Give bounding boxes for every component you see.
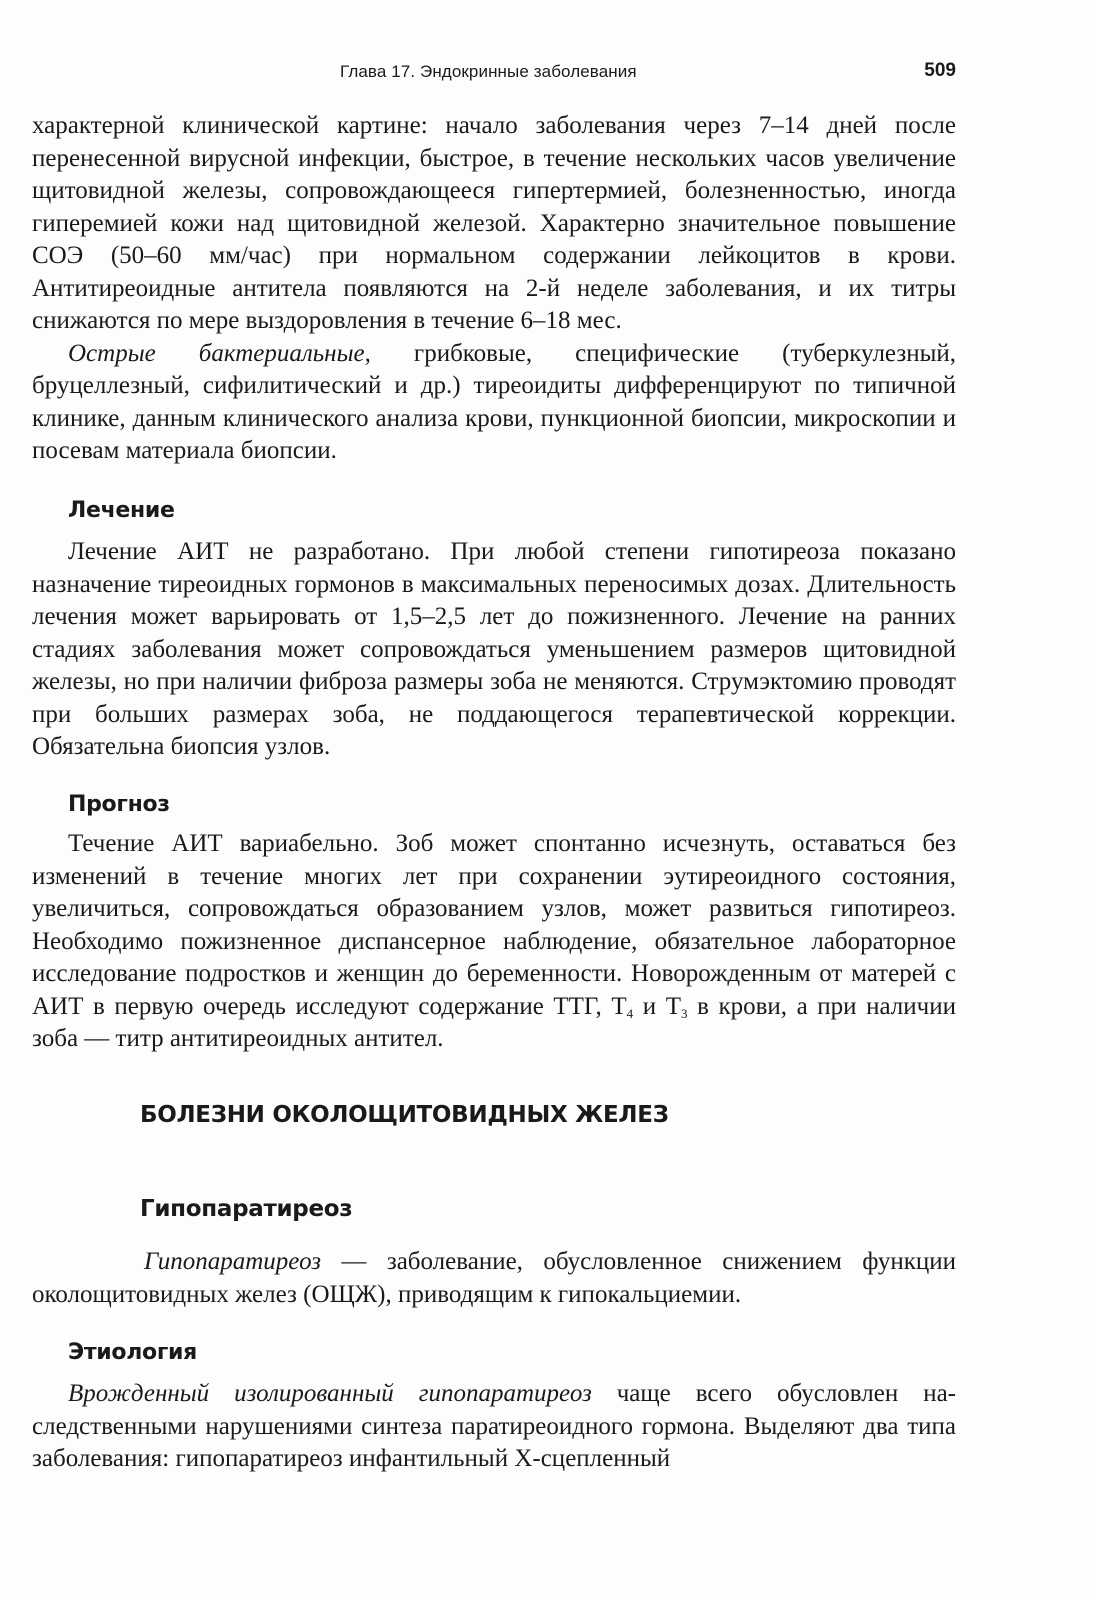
text-block-prognosis: [32, 828, 956, 1056]
section-heading-prognosis: Прогноз: [68, 792, 170, 817]
text-block-etiology: [32, 1378, 956, 1476]
paragraph-acute-thyroiditis: Острые бактериальные, грибковые, специфические (туберкулезный, бруцеллезный, сифилитический и др.) тиреоидиты дифференцируют по типичной клинике, данным клинического анализа крови, пункционной биопсии, микроскопии и посевам материала биопсии.: [32, 339, 957, 464]
paragraph-definition: Гипопаратиреоз — заболевание, обусловленное снижением функции околощитовидных желез (ОЩЖ), приводящим к гипокальциемии.: [32, 1248, 956, 1308]
section-heading-hypoparathyroidism: Гипопаратиреоз: [140, 1196, 353, 1222]
text-block-hypoparathyroidism: [32, 1246, 956, 1311]
emphasis-term: Врожденный изолированный гипопаратиреоз: [68, 1380, 592, 1407]
section-heading-etiology: Этиология: [68, 1340, 197, 1365]
paragraph-etiology: Врожденный изолированный гипопаратиреоз чаще всего обусловлен наследственными нарушениями синтеза паратиреоидного гормона. Выделяют два типа заболевания: гипопаратиреоз инфантильный Х-сцепленный: [32, 1380, 956, 1472]
emphasis-term: Острые бактериальные,: [68, 339, 371, 367]
paragraph-treatment: Лечение АИТ не разработано. При любой степени гипотиреоза показано назначение тиреоидных гормонов в максимальных переносимых дозах. Длительность лечения может варьировать от 1,5–2,5 лет до пожизненного. Лечение на ранних стадиях заболевания может сопровождаться уменьшением размеров щитовидной железы, но при наличии фиброза размеры зоба не меняются. Струмэктомию проводят при больших размерах зоба, не поддающегося терапевтической коррекции. Обязательна биопсия узлов.: [32, 538, 956, 760]
chapter-title: Глава 17. Эндокринные заболевания: [340, 62, 637, 81]
emphasis-term: Гипопаратиреоз: [144, 1248, 321, 1275]
text-block-thyroiditis: [32, 110, 956, 468]
paragraph-prognosis: Течение АИТ вариабельно. Зоб может спонтанно исчезнуть, оставаться без изменений в течение многих лет при сохранении эутиреоидного состояния, увеличиться, сопровождаться образованием узлов, может развиться гипотиреоз. Необходимо пожизненное диспансерное наблюдение, обязательное лабораторное исследование подростков и женщин до беременности. Новорожденным от матерей с АИТ в первую очередь исследуют содержание ТТГ, $Т_4$ и $Т_3$ в крови, а при наличии зоба — титр антитиреоидных антител.: [32, 830, 956, 1052]
text-block-treatment: [32, 536, 956, 764]
paragraph-clinical-picture: характерной клинической картине: начало заболевания через 7–14 дней после перенесенной вирусной инфекции, быстрое, в течение нескольких часов увеличение щитовидной железы, сопровождающееся гипертермией, болезненностью, иногда гиперемией кожи над щитовидной железой. Характерно значительное повышение СОЭ (50–60 мм/час) при нормальном содержании лейкоцитов в крови. Антитиреоидные антитела появляются на 2-й неделе заболевания, и их титры снижаются по мере выздоровления в течение 6–18 мес.: [32, 112, 956, 334]
running-header: [340, 60, 956, 90]
section-heading-treatment: Лечение: [68, 498, 175, 523]
page-number: 509: [924, 60, 956, 81]
chapter-heading: БОЛЕЗНИ ОКОЛОЩИТОВИДНЫХ ЖЕЛЕЗ: [140, 1102, 669, 1128]
